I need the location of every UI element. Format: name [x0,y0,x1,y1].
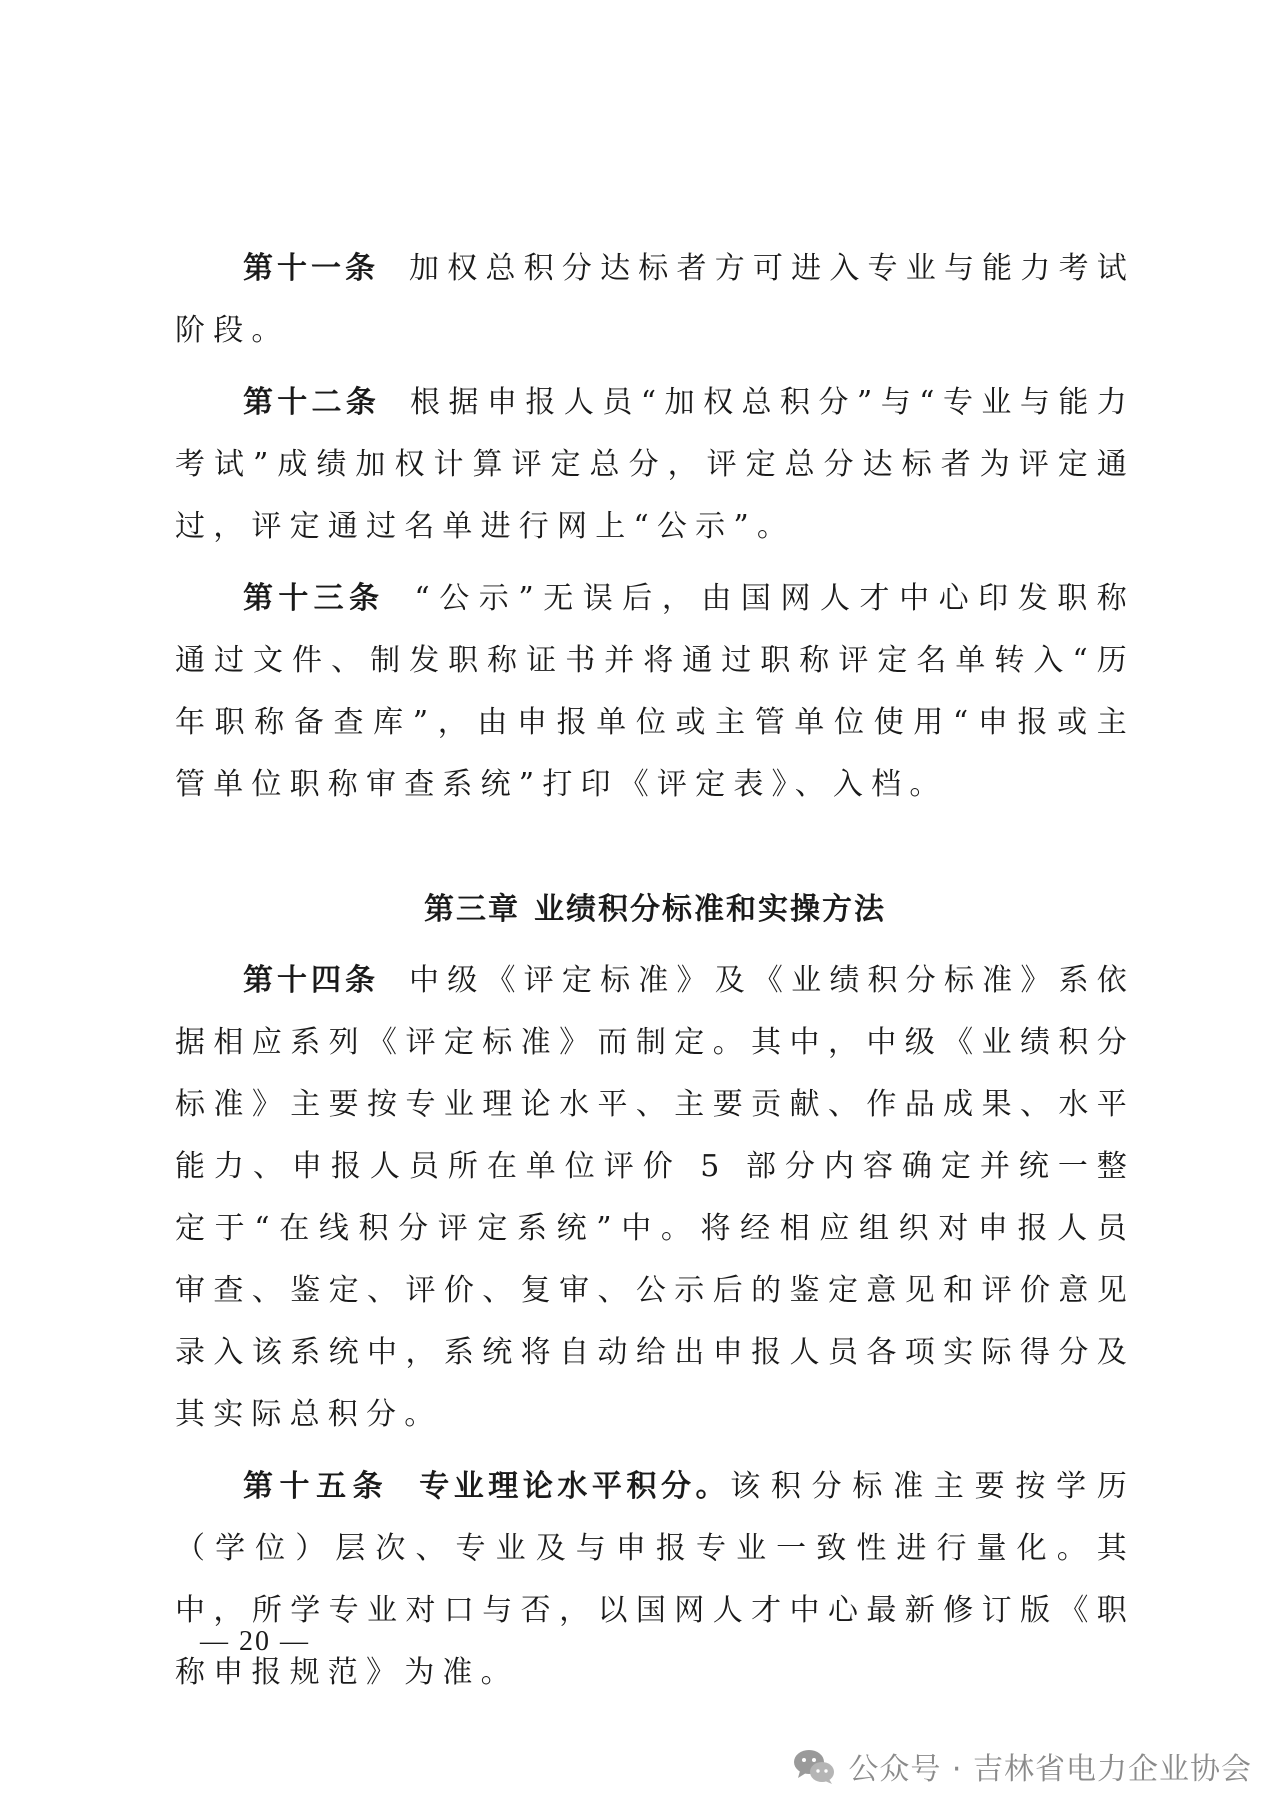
article-11 [175,238,1135,362]
article-text: “公示”无误后，由国网人才中心印发职称通过文件、制发职称证书并将通过职称评定名单转入“历年职称备查库”，由申报单位或主管单位使用“申报或主管单位职称审查系统”打印《评定表》、入档。 [175,581,1135,802]
article-text: 根据申报人员“加权总积分”与“专业与能力考试”成绩加权计算评定总分，评定总分达标者为评定通过，评定通过名单进行网上“公示”。 [175,385,1136,544]
watermark-text: 公众号 · 吉林省电力企业协会 [848,1752,1252,1787]
article-number: 第十三条 [243,581,385,616]
page-number: — 20 — [200,1626,310,1657]
article-13 [175,568,1135,816]
article-text: 该积分标准主要按学历（学位）层次、专业及与申报专业一致性进行量化。其中，所学专业对口与否，以国网人才中心最新修订版《职称申报规范》为准。 [175,1469,1136,1690]
article-number: 第十一条 [243,251,380,286]
chapter-title: 业绩积分标准和实操方法 [534,892,886,927]
document-body [175,238,1135,1714]
article-15 [175,1456,1135,1704]
article-number: 第十五条 [243,1469,390,1504]
article-14 [175,950,1135,1446]
watermark [792,1744,1252,1788]
article-12 [175,372,1135,558]
article-lead: 专业理论水平积分。 [419,1469,731,1504]
wechat-icon [792,1747,836,1785]
article-number: 第十四条 [243,963,380,998]
chapter-number: 第三章 [424,892,520,927]
chapter-heading [175,880,1135,940]
article-number: 第十二条 [243,385,381,420]
article-text: 加权总积分达标者方可进入专业与能力考试阶段。 [175,251,1135,348]
article-text: 中级《评定标准》及《业绩积分标准》系依据相应系列《评定标准》而制定。其中，中级《业绩积分标准》主要按专业理论水平、主要贡献、作品成果、水平能力、申报人员所在单位评价 5 部分内容确定并统一整定于“在线积分评定系统”中。将经相应组织对申报人员审查、鉴定、评价、复审、公示后的鉴定意见和评价意见录入该系统中，系统将自动给出申报人员各项实际得分及其实际总积分。 [175,963,1135,1432]
